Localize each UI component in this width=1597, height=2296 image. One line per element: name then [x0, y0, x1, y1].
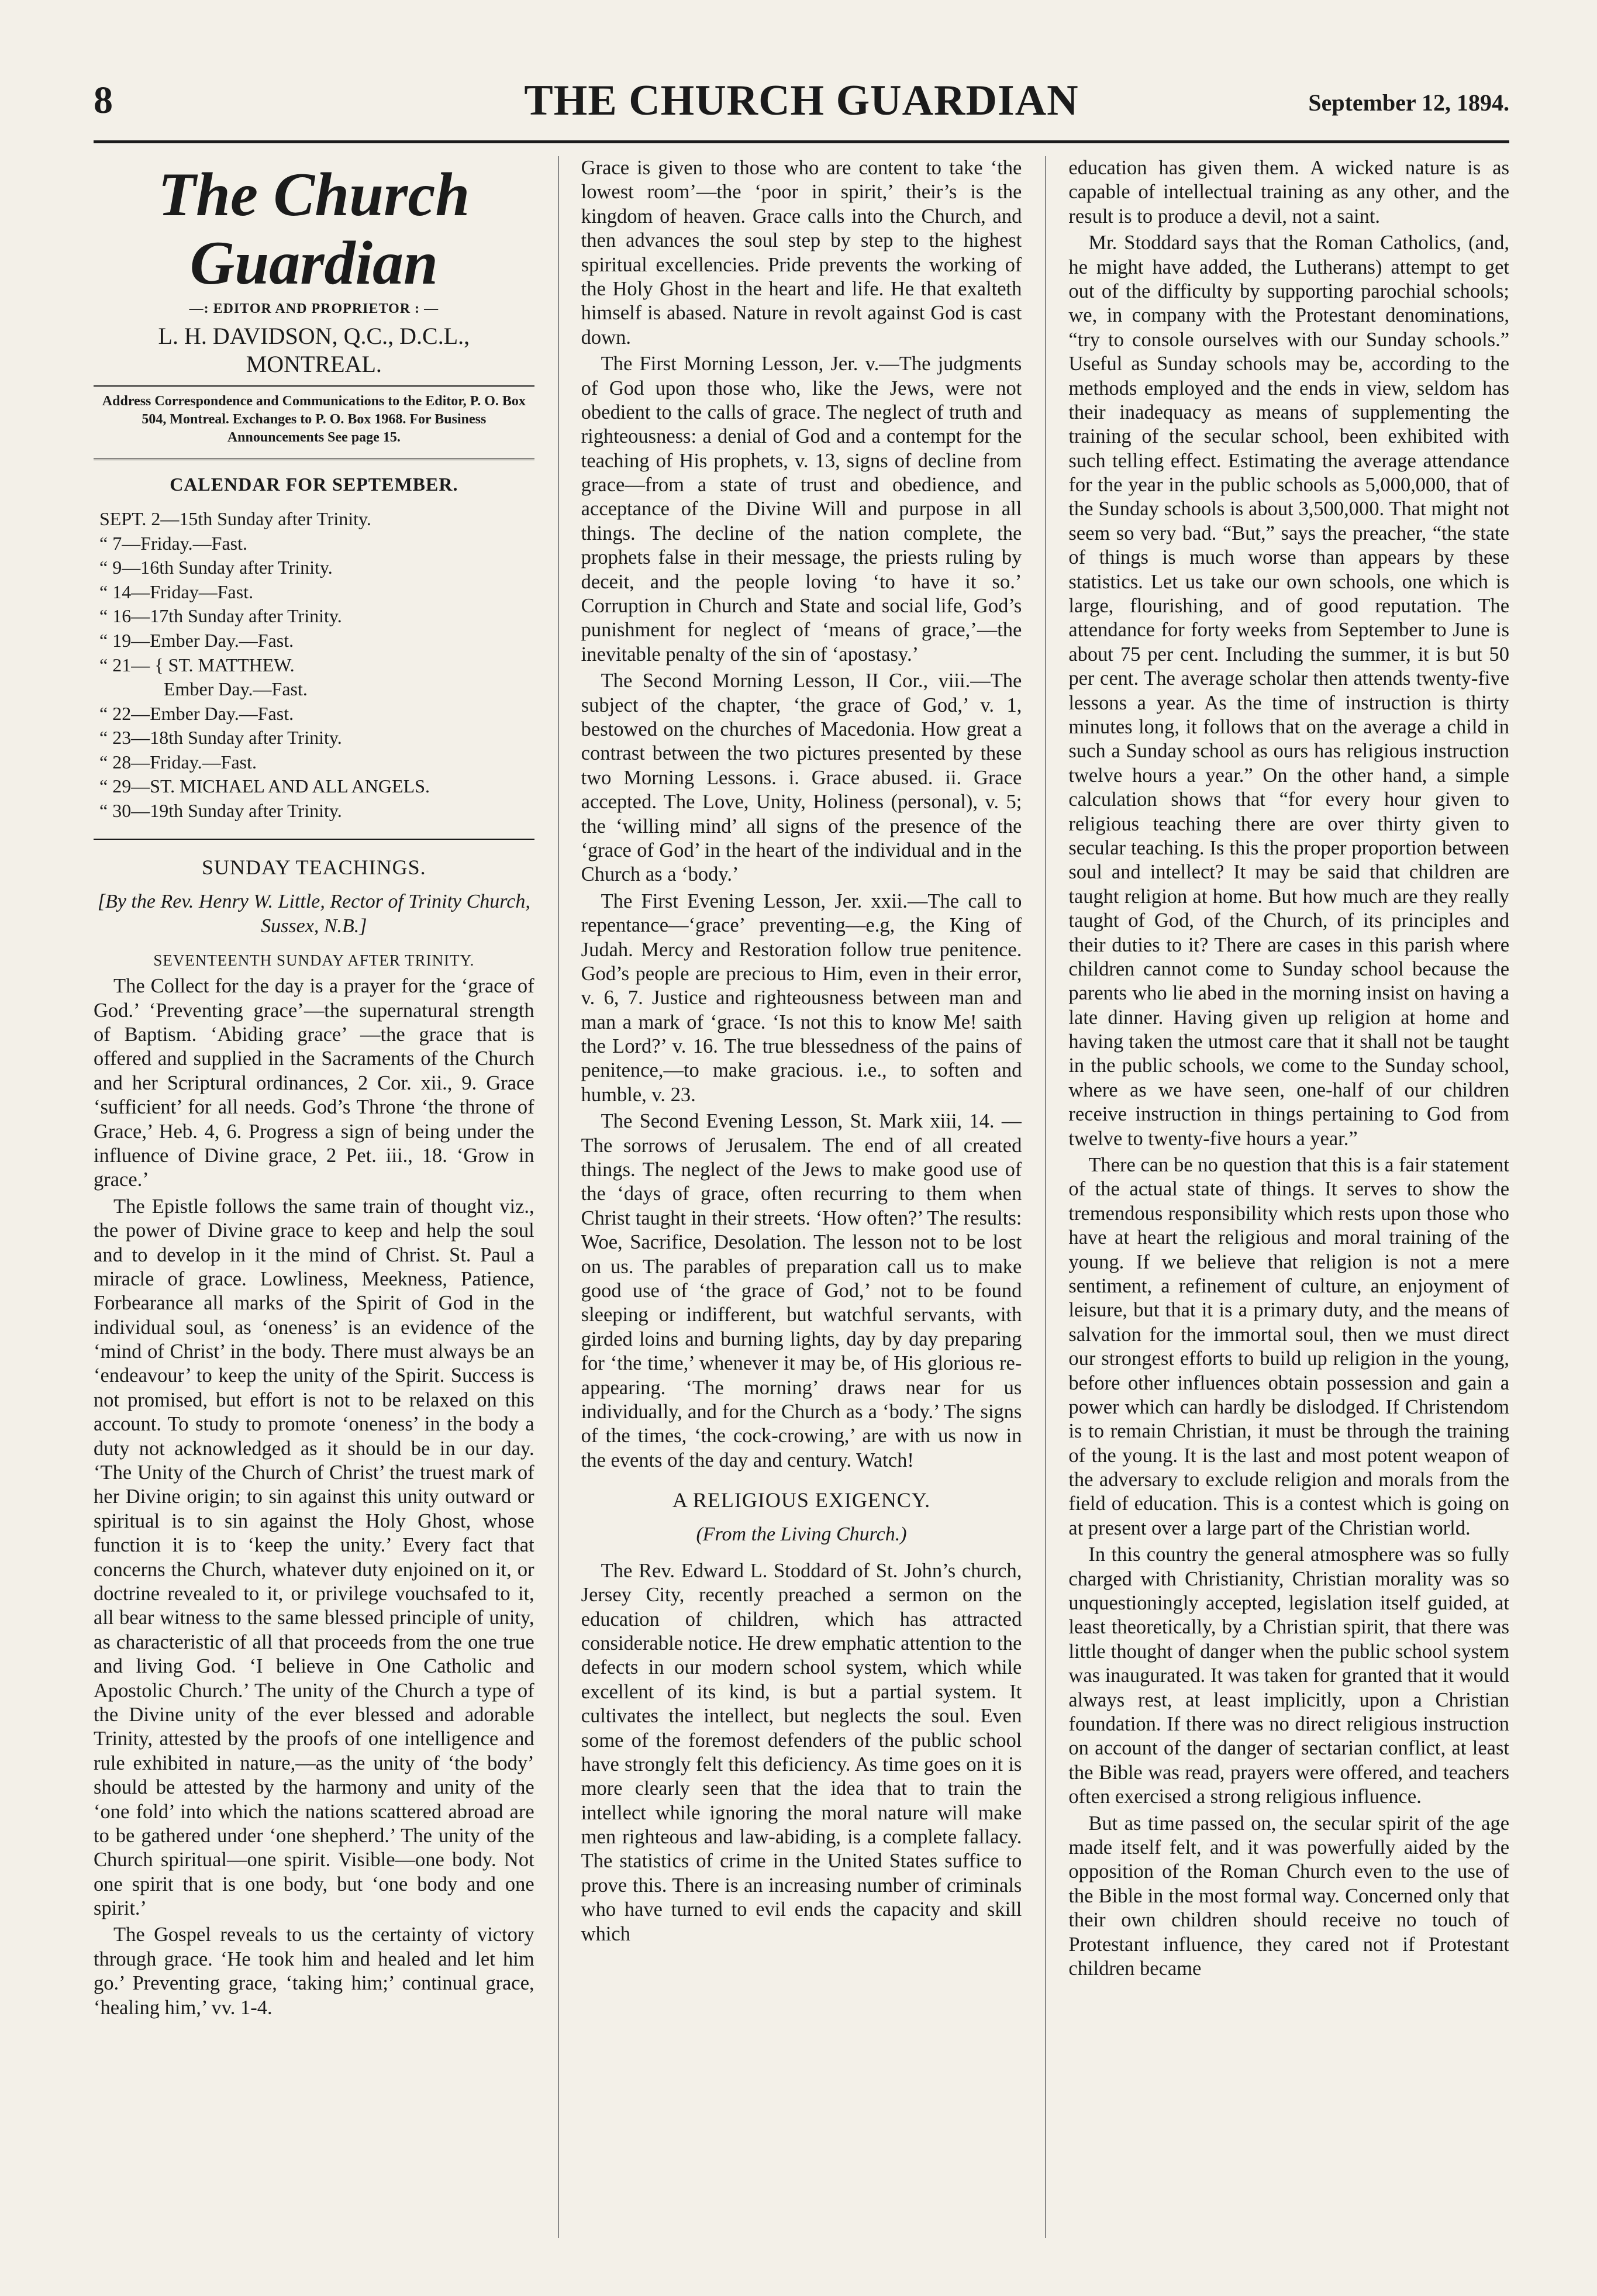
paragraph: The Epistle follows the same train of thought viz., the power of Divine grace to keep and help the soul and to develop in it the mind of Christ. St. Paul a miracle of grace. Lowliness, Meekness, Patience, Forbearance all marks of the Spirit of God in the individual soul, as ‘oneness’ is an evidence of the ‘mind of Christ’ in the body. There must always be an ‘endeavour’ to keep the unity of the Spirit. Success is not promised, but effort is not to be relaxed on this account. To study to promote ‘oneness’ in the body a duty not acknowledged as it should be in our day. ‘The Unity of the Church of Christ’ the truest mark of her Divine origin; to sin against this unity outward or spiritual is to sin against the Holy Ghost, whose function it is to ‘keep the unity.’ Every fact that concerns the Church, whatever duty enjoined on it, or doctrine revealed to it, or privilege vouchsafed to it, all bear witness to the same blessed principle of unity, as characteristic of all that proceeds from the one true and living God. ‘I believe in One Catholic and Apostolic Church.’ The unity of the Church a type of the Divine unity of the ever blessed and adorable Trinity, attested by the proofs of one intelligence and rule exhibited in nature,—as the unity of ‘the body’ should be attested by the harmony and unity of the ‘one fold’ into which the nations scattered abroad are to be gathered under ‘one shepherd.’ The unity of the Church spiritual—one spirit. Visible—one body. Not one spirit that is one body, but ‘one body and one spirit.’: [94, 1195, 534, 1920]
columns: [94, 156, 1509, 2238]
calendar-entry: “ 28—Friday.—Fast.: [99, 751, 257, 773]
paragraph: The First Evening Lesson, Jer. xxii.—The call to repentance—‘grace’ preventing—e.g, the King of Judah. Mercy and Restoration follow true penitence. God’s people are precious to Him, even in their error, v. 6, 7. Justice and righteousness between man and man a mark of ‘grace. ‘Is not this to know Me! saith the Lord?’ v. 16. The true blessedness of the pains of penitence,—to make gracious. i.e., to soften and humble, v. 23.: [581, 890, 1022, 1106]
exigency-continued: [1068, 156, 1509, 1981]
calendar-entry: “ 14—Friday—Fast.: [99, 581, 254, 602]
column-2: [558, 156, 1022, 2238]
paragraph: Grace is given to those who are content to take ‘the lowest room’—the ‘poor in spirit,’ their’s is the kingdom of heaven. Grace calls into the Church, and then advances the soul step by step to the highest spiritual excellencies. Pride prevents the working of the Holy Ghost in the heart and life. He that exalteth himself is abased. Nature in revolt against God is cast down.: [581, 157, 1022, 349]
exigency-title: A RELIGIOUS EXIGENCY.: [672, 1488, 931, 1512]
sunday-teachings-body: [94, 974, 534, 2020]
paragraph: The Gospel reveals to us the certainty of victory through grace. ‘He took him and healed and let him go.’ Preventing grace, ‘taking him;’ continual grace, ‘healing him,’ vv. 1-4.: [94, 1923, 534, 2019]
sunday-teachings-byline: [By the Rev. Henry W. Little, Rector of Trinity Church, Sussex, N.B.]: [97, 890, 530, 937]
masthead: [94, 76, 1509, 143]
paragraph: The Rev. Edward L. Stoddard of St. John’s church, Jersey City, recently preached a sermon on the education of children, which has attracted considerable notice. He drew emphatic attention to the defects in our modern school system, which while excellent of its kind, is but a partial system. It cultivates the intellect, but neglects the soul. Even some of the foremost defenders of the public school have strongly felt this deficiency. As time goes on it is more clearly seen that the idea that to train the intellect while ignoring the moral nature will make men righteous and law-abiding, is a complete fallacy. The statistics of crime in the United States suffice to prove this. There is an increasing number of criminals who have turned to evil ends the capacity and skill which: [581, 1559, 1022, 1945]
calendar-entry: “ 29—ST. MICHAEL AND ALL ANGELS.: [99, 775, 430, 797]
paragraph: In this country the general atmosphere was so fully charged with Christianity, Christian morality was so unquestioningly accepted, legislation itself guided, at least theoretically, by a Christian spirit, that there was little thought of danger when the public school system was inaugurated. It was taken for granted that it would always rest, at least implicitly, upon a Christian foundation. If there was no direct religious instruction on account of the danger of sectarian conflict, at least the Bible was read, prayers were offered, and teachers often exercised a strong religious influence.: [1068, 1543, 1510, 1808]
page-number: 8: [94, 79, 113, 122]
issue-date: September 12, 1894.: [1308, 89, 1509, 116]
paragraph: The First Morning Lesson, Jer. v.—The judgments of God upon those who, like the Jews, were not obedient to the calls of grace. The neglect of truth and righteousness: a denial of God and a contempt for the teaching of His prophets, v. 13, signs of decline from grace—from a state of trust and obedience, and acceptance of the Divine Will and purpose in all things. The decline of the nation complete, the prophets false in their message, the priests ruling by deceit, and the people loving ‘to have it so.’ Corruption in Church and State and social life, God’s punishment for neglect of ‘means of grace,’—the inevitable penalty of the sin of ‘apostasy.’: [581, 353, 1022, 666]
editor-name: L. H. DAVIDSON, Q.C., D.C.L., MONTREAL.: [158, 322, 470, 377]
calendar-entry: “ 22—Ember Day.—Fast.: [99, 702, 294, 724]
sunday-teachings-title: SUNDAY TEACHINGS.: [201, 855, 426, 879]
address-notice: Address Correspondence and Communications to the Editor, P. O. Box 504, Montreal. Exchanges to P. O. Box 1968. For Business Announcements See page 15.: [94, 385, 534, 460]
sunday-teachings-continued: [581, 156, 1022, 1473]
exigency-source: (From the Living Church.): [696, 1523, 907, 1546]
calendar-list: [94, 507, 534, 840]
paragraph: education has given them. A wicked nature is as capable of intellectual training as any other, and the result is to produce a devil, not a saint.: [1068, 157, 1510, 227]
calendar-entry: SEPT. 2—15th Sunday after Trinity.: [99, 508, 371, 529]
nameplate-title: The Church Guardian: [158, 160, 470, 297]
paragraph: Mr. Stoddard says that the Roman Catholics, (and, he might have added, the Lutherans) attempt to get out of the difficulty by supporting parochial schools; we, in company with the Protestant denominations, “try to console ourselves with our Sunday schools.” Useful as Sunday schools may be, according to the methods employed and the ends in view, seldom has their inadequacy as means of supplementing the training of the secular school, been exhibited with such telling effect. Estimating the average attendance for the year in the public schools as 5,000,000, that of the Sunday schools is about 3,500,000. That might not seem so very bad. “But,” says the preacher, “the state of things is much worse than appears by these statistics. Let us take our own schools, one which is large, flourishing, and of good reputation. The attendance for forty weeks from September to June is about 75 per cent. Including the summer, it is but 50 per cent. The average scholar then attends twenty-five lessons a year. As the time of instruction is thirty minutes long, it follows that on the average a child in such a Sunday school as ours has religious instruction twelve hours a year.” On the other hand, a simple calculation shows that “for every hour given to religious teaching there are over thirty given to secular teaching. Is this the proper proportion between soul and intellect? It may be said that children are taught religion at home. But how much are they really taught of God, of the Church, of its principles and their duties to it? There are cases in this parish where children cannot come to Sunday school because the parents who lie abed in the morning insist on having a late dinner. Having given up religion at home and having taken the utmost care that it shall not be taught in the public schools, we come to the Sunday school, where as we have seen, one-half of our children receive instruction in things pertaining to God from twelve to twenty-five hours a year.”: [1068, 232, 1510, 1150]
calendar-entry: “ 9—16th Sunday after Trinity.: [99, 557, 333, 578]
calendar-entry: “ 19—Ember Day.—Fast.: [99, 629, 294, 651]
sunday-teachings-subhead: SEVENTEENTH SUNDAY AFTER TRINITY.: [153, 951, 475, 969]
column-3: [1045, 156, 1509, 2238]
editor-label: —: EDITOR AND PROPRIETOR : —: [189, 301, 439, 317]
paper-name: THE CHURCH GUARDIAN: [524, 77, 1079, 125]
calendar-entry: “ 7—Friday.—Fast.: [99, 532, 248, 554]
column-1: [94, 156, 534, 2238]
paragraph: The Second Evening Lesson, St. Mark xiii, 14. —The sorrows of Jerusalem. The end of all created things. The neglect of the Jews to make good use of the ‘days of grace, often recurring to them when Christ taught in their streets. ‘How often?’ The results: Woe, Sacrifice, Desolation. The lesson not to be lost on us. The parables of preparation call us to make good use of ‘the grace of God,’ not to be found sleeping or indifferent, but watchful servants, with girded loins and burning lights, day by day preparing for ‘the time,’ whenever it may be, of His glorious re-appearing. ‘The morning’ draws near for us individually, and for the Church as a ‘body.’ The signs of the times, ‘the cock-crowing,’ are with us now in the events of the day and century. Watch!: [581, 1110, 1022, 1471]
calendar-entry: Ember Day.—Fast.: [164, 678, 308, 700]
calendar-entry: “ 30—19th Sunday after Trinity.: [99, 800, 342, 822]
calendar-entry: “ 23—18th Sunday after Trinity.: [99, 727, 342, 749]
paragraph: The Second Morning Lesson, II Cor., viii.—The subject of the chapter, ‘the grace of God,’ v. 1, bestowed on the churches of Macedonia. How great a contrast between the two pictures presented by these two Morning Lessons. i. Grace abused. ii. Grace accepted. The Love, Unity, Holiness (personal), v. 5; the ‘willing mind’ all signs of the presence of the ‘grace of God’ in the heart of the individual and in the Church as a ‘body.’: [581, 670, 1022, 886]
calendar-entry: “ 16—17th Sunday after Trinity.: [99, 605, 342, 627]
paragraph: The Collect for the day is a prayer for the ‘grace of God.’ ‘Preventing grace’—the supernatural strength of Baptism. ‘Abiding grace’ —the grace that is offered and supplied in the Sacraments of the Church and her Scriptural ordinances, 2 Cor. xii., 9. Grace ‘sufficient’ for all needs. God’s Throne ‘the throne of Grace,’ Heb. 4, 6. Progress a sign of being under the influence of Divine grace, 2 Pet. iii., 18. ‘Grow in grace.’: [94, 975, 534, 1191]
calendar-entry: “ 21— { ST. MATTHEW.: [99, 654, 295, 675]
exigency-body: [581, 1559, 1022, 1946]
paragraph: But as time passed on, the secular spirit of the age made itself felt, and it was powerfully aided by the opposition of the Roman Church even to the use of the Bible in the most formal way. Concerned only that their own children should receive no touch of Protestant influence, they cared not if Protestant children became: [1068, 1812, 1510, 1980]
paragraph: There can be no question that this is a fair statement of the actual state of things. It serves to show the tremendous responsibility which rests upon those who have at heart the religious and moral training of the young. If we believe that religion is not a mere sentiment, a refinement of culture, an enjoyment of leisure, but that it is a primary duty, and the means of salvation for the immortal soul, then we must direct our strongest efforts to build up religion in the young, before other influences obtain possession and gain a power which can hardly be dislodged. If Christendom is to remain Christian, it must be through the training of the young. It is the last and most potent weapon of the adversary to exclude religion and morals from the field of education. This is a contest which is going on at present over a large part of the Christian world.: [1068, 1154, 1510, 1539]
calendar-title: CALENDAR FOR SEPTEMBER.: [170, 473, 458, 495]
